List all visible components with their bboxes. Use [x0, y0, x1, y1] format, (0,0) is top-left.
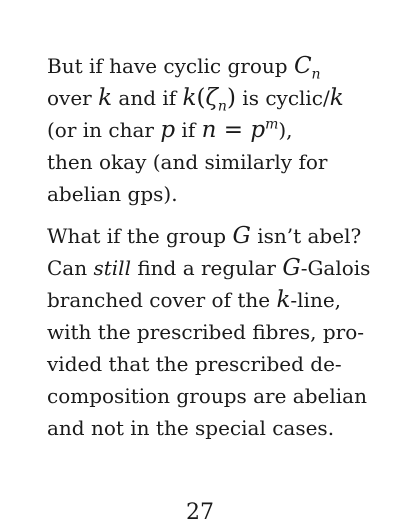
math-symbol: p	[250, 117, 266, 143]
text-line: then okay (and similarly for	[47, 150, 328, 174]
text-run: What if the group	[47, 224, 227, 248]
math-cn	[293, 53, 321, 83]
math-k: k	[276, 287, 291, 313]
text-run: -Galois	[300, 256, 371, 280]
text-run: But if have cyclic group	[47, 54, 288, 78]
text-run: (or in char	[47, 118, 154, 142]
text-line: vided that the prescribed de-	[47, 352, 342, 376]
paragraph-nonabelian	[47, 220, 371, 444]
math-paren: )	[226, 85, 236, 111]
text-line: composition groups are abelian	[47, 384, 367, 408]
math-k: k	[98, 85, 113, 111]
text-run: -line,	[290, 288, 342, 312]
text-run: is cyclic/	[242, 86, 330, 110]
text-run: ),	[278, 118, 293, 142]
math-k: k	[329, 85, 344, 111]
math-equals: =	[223, 117, 244, 143]
text-run: isn’t abel?	[257, 224, 362, 248]
document-page	[47, 50, 371, 444]
math-symbol: C	[293, 53, 312, 79]
math-p: p	[160, 117, 176, 143]
math-g: G	[282, 255, 301, 281]
emphasis-still: still	[93, 256, 131, 280]
text-line	[47, 220, 367, 252]
text-line: abelian gps).	[47, 182, 178, 206]
math-symbol: n	[201, 117, 217, 143]
text-run: if	[181, 118, 196, 142]
math-k-zeta	[182, 85, 236, 115]
text-line	[47, 82, 367, 114]
math-symbol: k	[182, 85, 197, 111]
text-run: over	[47, 86, 92, 110]
text-line: and not in the special cases.	[47, 416, 335, 440]
text-run: and if	[118, 86, 177, 110]
text-run: find a regular	[137, 256, 276, 280]
math-n-eq-pm	[202, 117, 279, 143]
text-line	[47, 252, 371, 284]
math-subscript: n	[217, 98, 227, 115]
text-line: with the prescribed fibres, pro-	[47, 320, 365, 344]
page-number: 27	[186, 500, 214, 525]
math-symbol: ζ	[205, 85, 218, 111]
text-line	[47, 114, 367, 146]
math-paren: (	[196, 85, 206, 111]
paragraph-cyclic	[47, 50, 367, 210]
text-line	[47, 284, 367, 316]
text-run: branched cover of the	[47, 288, 271, 312]
text-run: Can	[47, 256, 88, 280]
math-g: G	[232, 223, 251, 249]
math-superscript: m	[265, 116, 279, 133]
text-line	[47, 50, 367, 82]
math-subscript: n	[311, 66, 321, 83]
